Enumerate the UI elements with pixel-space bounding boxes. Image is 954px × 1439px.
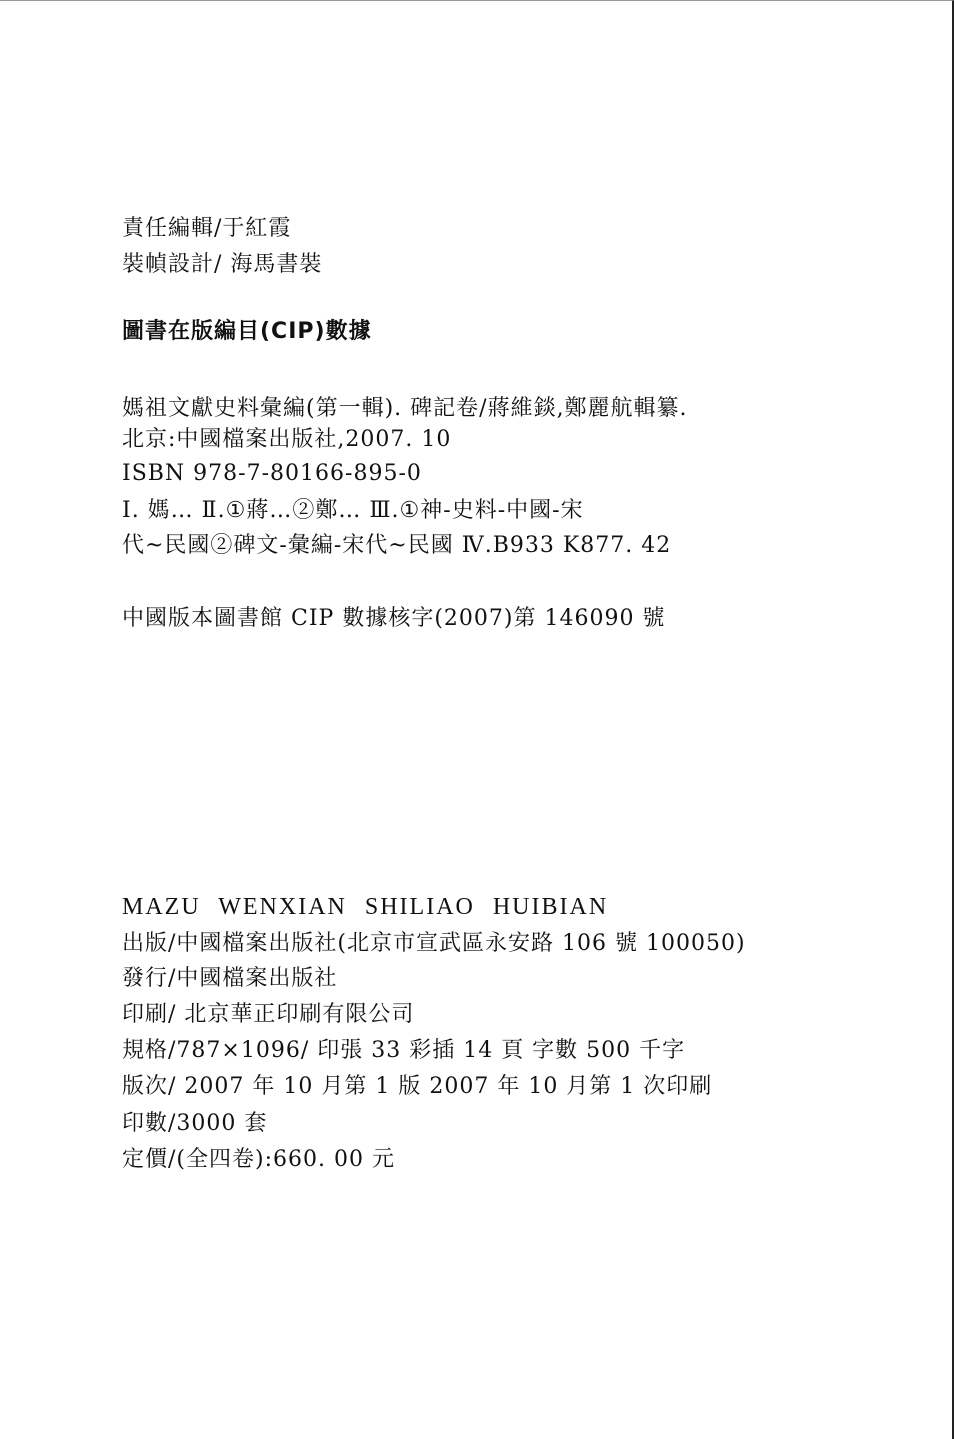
romanized-title: MAZU WENXIAN SHILIAO HUIBIAN — [122, 894, 609, 920]
price-line: 定價/(全四卷):660. 00 元 — [122, 1147, 395, 1172]
cip-verification: 中國版本圖書館 CIP 數據核字(2007)第 146090 號 — [122, 606, 666, 631]
print-run-line: 印數/3000 套 — [122, 1111, 268, 1136]
cip-heading: 圖書在版編目(CIP)數據 — [122, 319, 372, 344]
cip-line-classification: 代~民國②碑文-彙編-宋代~民國 Ⅳ.B933 K877. 42 — [122, 533, 672, 558]
cip-line-title: 媽祖文獻史料彙編(第一輯). 碑記卷/蔣維錟,鄭麗航輯纂. — [122, 396, 688, 421]
distributor-line: 發行/中國檔案出版社 — [122, 966, 338, 991]
publisher-line: 出版/中國檔案出版社(北京市宣武區永安路 106 號 100050) — [122, 931, 746, 956]
cip-line-subjects: I. 媽… Ⅱ.①蔣…②鄭… Ⅲ.①神-史料-中國-宋 — [122, 498, 584, 523]
printer-line: 印刷/ 北京華正印刷有限公司 — [122, 1002, 415, 1027]
cip-line-publisher: 北京:中國檔案出版社,2007. 10 — [122, 427, 452, 452]
design-credit: 裝幀設計/ 海馬書裝 — [122, 252, 323, 277]
editor-credit: 責任編輯/于紅霞 — [122, 216, 292, 241]
specs-line: 規格/787×1096/ 印張 33 彩插 14 頁 字數 500 千字 — [122, 1038, 686, 1063]
cip-line-isbn: ISBN 978-7-80166-895-0 — [122, 461, 422, 486]
edition-line: 版次/ 2007 年 10 月第 1 版 2007 年 10 月第 1 次印刷 — [122, 1074, 713, 1099]
